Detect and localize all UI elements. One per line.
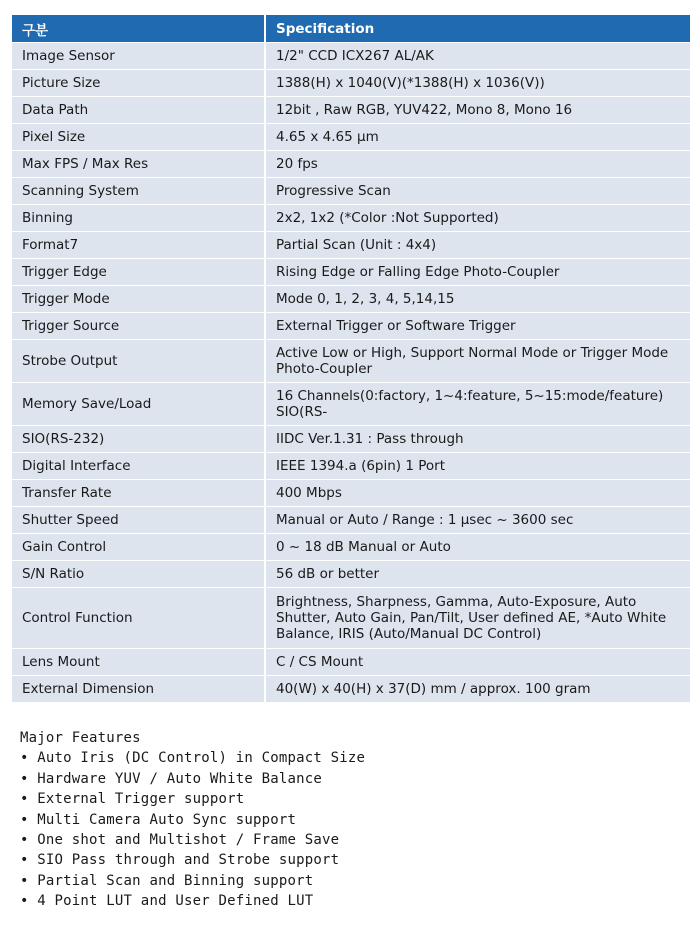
feature-item: • One shot and Multishot / Frame Save (20, 830, 365, 850)
spec-value: 4.65 x 4.65 μm (264, 124, 690, 151)
feature-item: • Multi Camera Auto Sync support (20, 810, 365, 830)
table-row (12, 124, 690, 151)
spec-value: 40(W) x 40(H) x 37(D) mm / approx. 100 gram (264, 676, 690, 703)
spec-label: Trigger Mode (12, 286, 264, 313)
feature-item: • Hardware YUV / Auto White Balance (20, 769, 365, 789)
spec-value: Active Low or High, Support Normal Mode or Trigger Mode Photo-Coupler (264, 340, 690, 383)
spec-label: Picture Size (12, 70, 264, 97)
spec-label: Gain Control (12, 534, 264, 561)
header-specification: Specification (264, 15, 690, 43)
spec-label: External Dimension (12, 676, 264, 703)
spec-label: Scanning System (12, 178, 264, 205)
spec-value: External Trigger or Software Trigger (264, 313, 690, 340)
table-row (12, 205, 690, 232)
table-row (12, 43, 690, 70)
spec-label: Format7 (12, 232, 264, 259)
table-row (12, 70, 690, 97)
spec-label: Binning (12, 205, 264, 232)
table-row (12, 426, 690, 453)
major-features (20, 728, 365, 912)
table-row (12, 588, 690, 649)
feature-item: • SIO Pass through and Strobe support (20, 850, 365, 870)
spec-label: Pixel Size (12, 124, 264, 151)
spec-value: 12bit , Raw RGB, YUV422, Mono 8, Mono 16 (264, 97, 690, 124)
table-row (12, 313, 690, 340)
spec-value: 2x2, 1x2 (*Color :Not Supported) (264, 205, 690, 232)
spec-label: Trigger Edge (12, 259, 264, 286)
spec-label: Control Function (12, 588, 264, 649)
spec-table (12, 15, 690, 703)
spec-value: 20 fps (264, 151, 690, 178)
table-row (12, 561, 690, 588)
spec-label: Image Sensor (12, 43, 264, 70)
table-row (12, 507, 690, 534)
spec-value: IEEE 1394.a (6pin) 1 Port (264, 453, 690, 480)
spec-value: Manual or Auto / Range : 1 μsec ~ 3600 sec (264, 507, 690, 534)
table-row (12, 97, 690, 124)
spec-label: Memory Save/Load (12, 383, 264, 426)
spec-value: Partial Scan (Unit : 4x4) (264, 232, 690, 259)
feature-list (20, 748, 365, 911)
spec-value: IIDC Ver.1.31 : Pass through (264, 426, 690, 453)
spec-label: Strobe Output (12, 340, 264, 383)
spec-value: Brightness, Sharpness, Gamma, Auto-Exposure, Auto Shutter, Auto Gain, Pan/Tilt, User defined AE, *Auto White Balance, IRIS (Auto/Manual DC Control) (264, 588, 690, 649)
spec-value: 1388(H) x 1040(V)(*1388(H) x 1036(V)) (264, 70, 690, 97)
spec-label: Data Path (12, 97, 264, 124)
spec-value: C / CS Mount (264, 649, 690, 676)
spec-value: 16 Channels(0:factory, 1~4:feature, 5~15:mode/feature) SIO(RS- (264, 383, 690, 426)
table-row (12, 178, 690, 205)
spec-value: 400 Mbps (264, 480, 690, 507)
features-title: Major Features (20, 730, 141, 746)
spec-value: 56 dB or better (264, 561, 690, 588)
spec-table-body (12, 43, 690, 703)
table-row (12, 676, 690, 703)
spec-label: Transfer Rate (12, 480, 264, 507)
spec-label: Digital Interface (12, 453, 264, 480)
feature-item: • 4 Point LUT and User Defined LUT (20, 891, 365, 911)
spec-value: Progressive Scan (264, 178, 690, 205)
spec-label: S/N Ratio (12, 561, 264, 588)
table-header-row (12, 15, 690, 43)
spec-label: Max FPS / Max Res (12, 151, 264, 178)
table-row (12, 340, 690, 383)
table-row (12, 480, 690, 507)
table-row (12, 534, 690, 561)
spec-value: Mode 0, 1, 2, 3, 4, 5,14,15 (264, 286, 690, 313)
spec-label: Lens Mount (12, 649, 264, 676)
spec-value: Rising Edge or Falling Edge Photo-Coupler (264, 259, 690, 286)
header-category: 구분 (12, 15, 264, 43)
table-row (12, 151, 690, 178)
feature-item: • Partial Scan and Binning support (20, 871, 365, 891)
feature-item: • Auto Iris (DC Control) in Compact Size (20, 748, 365, 768)
feature-item: • External Trigger support (20, 789, 365, 809)
table-row (12, 232, 690, 259)
spec-value: 1/2" CCD ICX267 AL/AK (264, 43, 690, 70)
table-row (12, 453, 690, 480)
spec-value: 0 ~ 18 dB Manual or Auto (264, 534, 690, 561)
spec-label: Trigger Source (12, 313, 264, 340)
table-row (12, 383, 690, 426)
table-row (12, 259, 690, 286)
table-row (12, 286, 690, 313)
spec-label: SIO(RS-232) (12, 426, 264, 453)
table-row (12, 649, 690, 676)
spec-label: Shutter Speed (12, 507, 264, 534)
